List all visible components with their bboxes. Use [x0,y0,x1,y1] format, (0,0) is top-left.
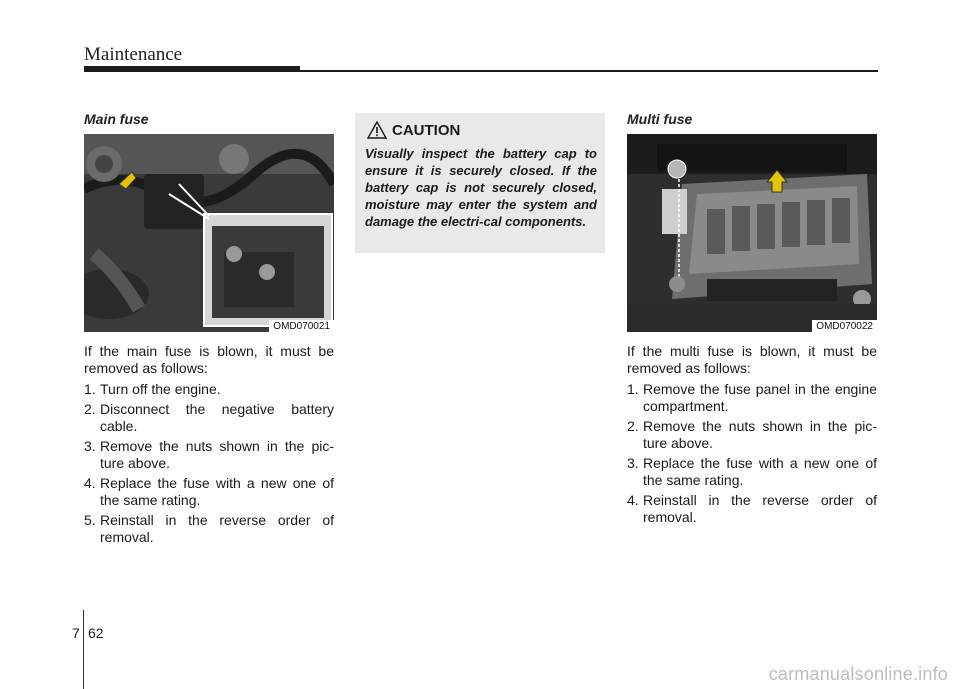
list-item: 1. Turn off the engine. [84,381,221,397]
main-fuse-instructions [84,343,334,549]
multi-fuse-title: Multi fuse [627,111,693,127]
page-number-divider [83,610,84,689]
engine-bay-illustration [84,134,334,332]
main-fuse-photo [84,134,334,332]
list-item: 2. Disconnect the negative battery cable. [84,401,334,434]
list-item: 2. Remove the nuts shown in the pic-ture above. [627,418,877,451]
warning-triangle-icon [367,121,387,139]
list-item: 4. Reinstall in the reverse order of removal. [627,492,877,525]
fuse-panel-illustration [627,134,877,332]
list-item: 1. Remove the fuse panel in the engine compartment. [627,381,877,414]
list-item: 5. Reinstall in the reverse order of removal. [84,512,334,545]
list-item: 4. Replace the fuse with a new one of the same rating. [84,475,334,508]
chapter-number: 7 [72,625,80,641]
page-header-title: Maintenance [84,44,183,65]
main-fuse-photo-code: OMD070021 [269,320,334,332]
multi-fuse-photo [627,134,877,332]
watermark: carmanualsonline.info [768,664,948,684]
multi-fuse-instructions [627,343,877,529]
multi-fuse-intro: If the multi fuse is blown, it must be removed as follows: [627,343,877,376]
header-rule [300,70,878,72]
list-item: 3. Remove the nuts shown in the pic-ture above. [84,438,334,471]
page-number: 62 [88,625,104,641]
list-item: 3. Replace the fuse with a new one of the same rating. [627,455,877,488]
multi-fuse-steps [627,381,877,526]
main-fuse-steps [84,381,334,546]
main-fuse-intro: If the main fuse is blown, it must be removed as follows: [84,343,334,376]
multi-fuse-photo-code: OMD070022 [812,320,877,332]
caution-text: Visually inspect the battery cap to ensure it is securely closed. If the battery cap is not securely closed, moisture may enter the system and damage the electri-cal components. [365,146,597,229]
caution-title: CAUTION [392,121,461,139]
caution-header [367,121,460,139]
main-fuse-title: Main fuse [84,111,149,127]
header-bar [84,66,300,72]
caution-box [355,113,605,253]
